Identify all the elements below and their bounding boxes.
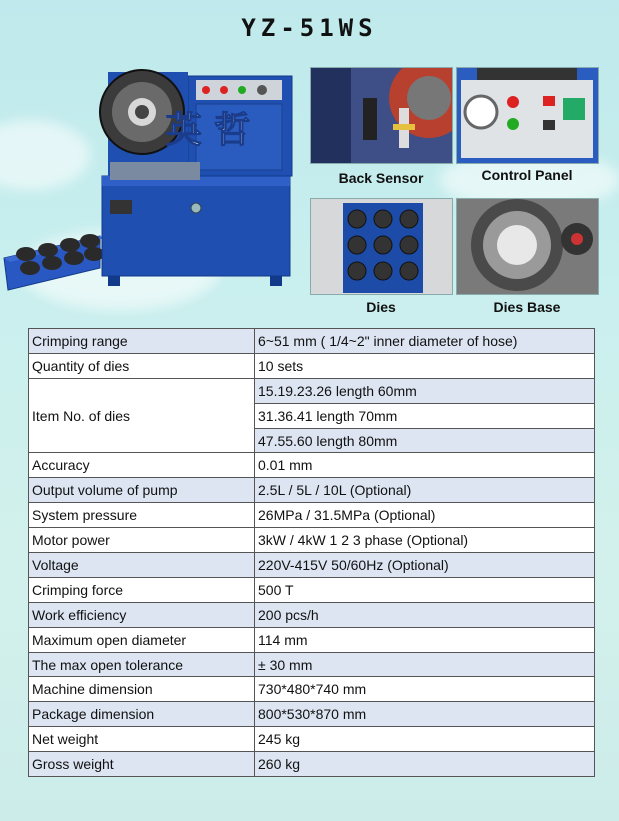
spec-row [29, 528, 595, 553]
spec-row [29, 478, 595, 503]
spec-label: Gross weight [29, 752, 255, 777]
spec-label: Motor power [29, 528, 255, 553]
control-panel-caption: Control Panel [481, 167, 573, 183]
spec-value: 114 mm [255, 627, 595, 652]
machine-image [0, 58, 300, 298]
spec-row [29, 627, 595, 652]
control-panel-photo [456, 67, 599, 164]
spec-value: 220V-415V 50/60Hz (Optional) [255, 553, 595, 578]
spec-label: Accuracy [29, 453, 255, 478]
spec-label: Package dimension [29, 702, 255, 727]
spec-label: Net weight [29, 727, 255, 752]
spec-value: 730*480*740 mm [255, 677, 595, 702]
back-sensor-photo [310, 67, 453, 164]
spec-row [29, 577, 595, 602]
dies-photo [310, 198, 453, 295]
spec-row [29, 353, 595, 378]
machine-base [102, 176, 290, 286]
spec-value: ± 30 mm [255, 652, 595, 677]
page-title: YZ-51WS [241, 14, 378, 42]
spec-label: Voltage [29, 553, 255, 578]
spec-value: 260 kg [255, 752, 595, 777]
spec-value: 245 kg [255, 727, 595, 752]
dies-base-caption: Dies Base [493, 299, 561, 315]
spec-label: Crimping force [29, 577, 255, 602]
spec-label: The max open tolerance [29, 652, 255, 677]
spec-row [29, 553, 595, 578]
spec-row [29, 752, 595, 777]
spec-label: Machine dimension [29, 677, 255, 702]
spec-row [29, 329, 595, 354]
spec-label: Item No. of dies [29, 378, 255, 453]
spec-value: 800*530*870 mm [255, 702, 595, 727]
spec-value: 0.01 mm [255, 453, 595, 478]
spec-row [29, 702, 595, 727]
spec-value: 500 T [255, 577, 595, 602]
spec-row [29, 378, 595, 403]
spec-row [29, 652, 595, 677]
spec-row [29, 727, 595, 752]
spec-label: Maximum open diameter [29, 627, 255, 652]
spec-value: 47.55.60 length 80mm [255, 428, 595, 453]
spec-value: 3kW / 4kW 1 2 3 phase (Optional) [255, 528, 595, 553]
spec-value: 6~51 mm ( 1/4~2" inner diameter of hose) [255, 329, 595, 354]
spec-value: 200 pcs/h [255, 602, 595, 627]
dies-caption: Dies [366, 299, 396, 315]
spec-row [29, 503, 595, 528]
spec-row [29, 677, 595, 702]
spec-label: Output volume of pump [29, 478, 255, 503]
spec-value: 15.19.23.26 length 60mm [255, 378, 595, 403]
logo-text: 英 哲 [165, 109, 251, 151]
spec-label: Quantity of dies [29, 353, 255, 378]
spec-value: 10 sets [255, 353, 595, 378]
spec-row [29, 453, 595, 478]
back-sensor-caption: Back Sensor [338, 170, 424, 186]
dies-base-photo [456, 198, 599, 295]
spec-label: System pressure [29, 503, 255, 528]
spec-value: 31.36.41 length 70mm [255, 403, 595, 428]
spec-label: Crimping range [29, 329, 255, 354]
spec-value: 26MPa / 31.5MPa (Optional) [255, 503, 595, 528]
spec-row [29, 602, 595, 627]
specs-table [28, 328, 595, 777]
spec-label: Work efficiency [29, 602, 255, 627]
spec-value: 2.5L / 5L / 10L (Optional) [255, 478, 595, 503]
